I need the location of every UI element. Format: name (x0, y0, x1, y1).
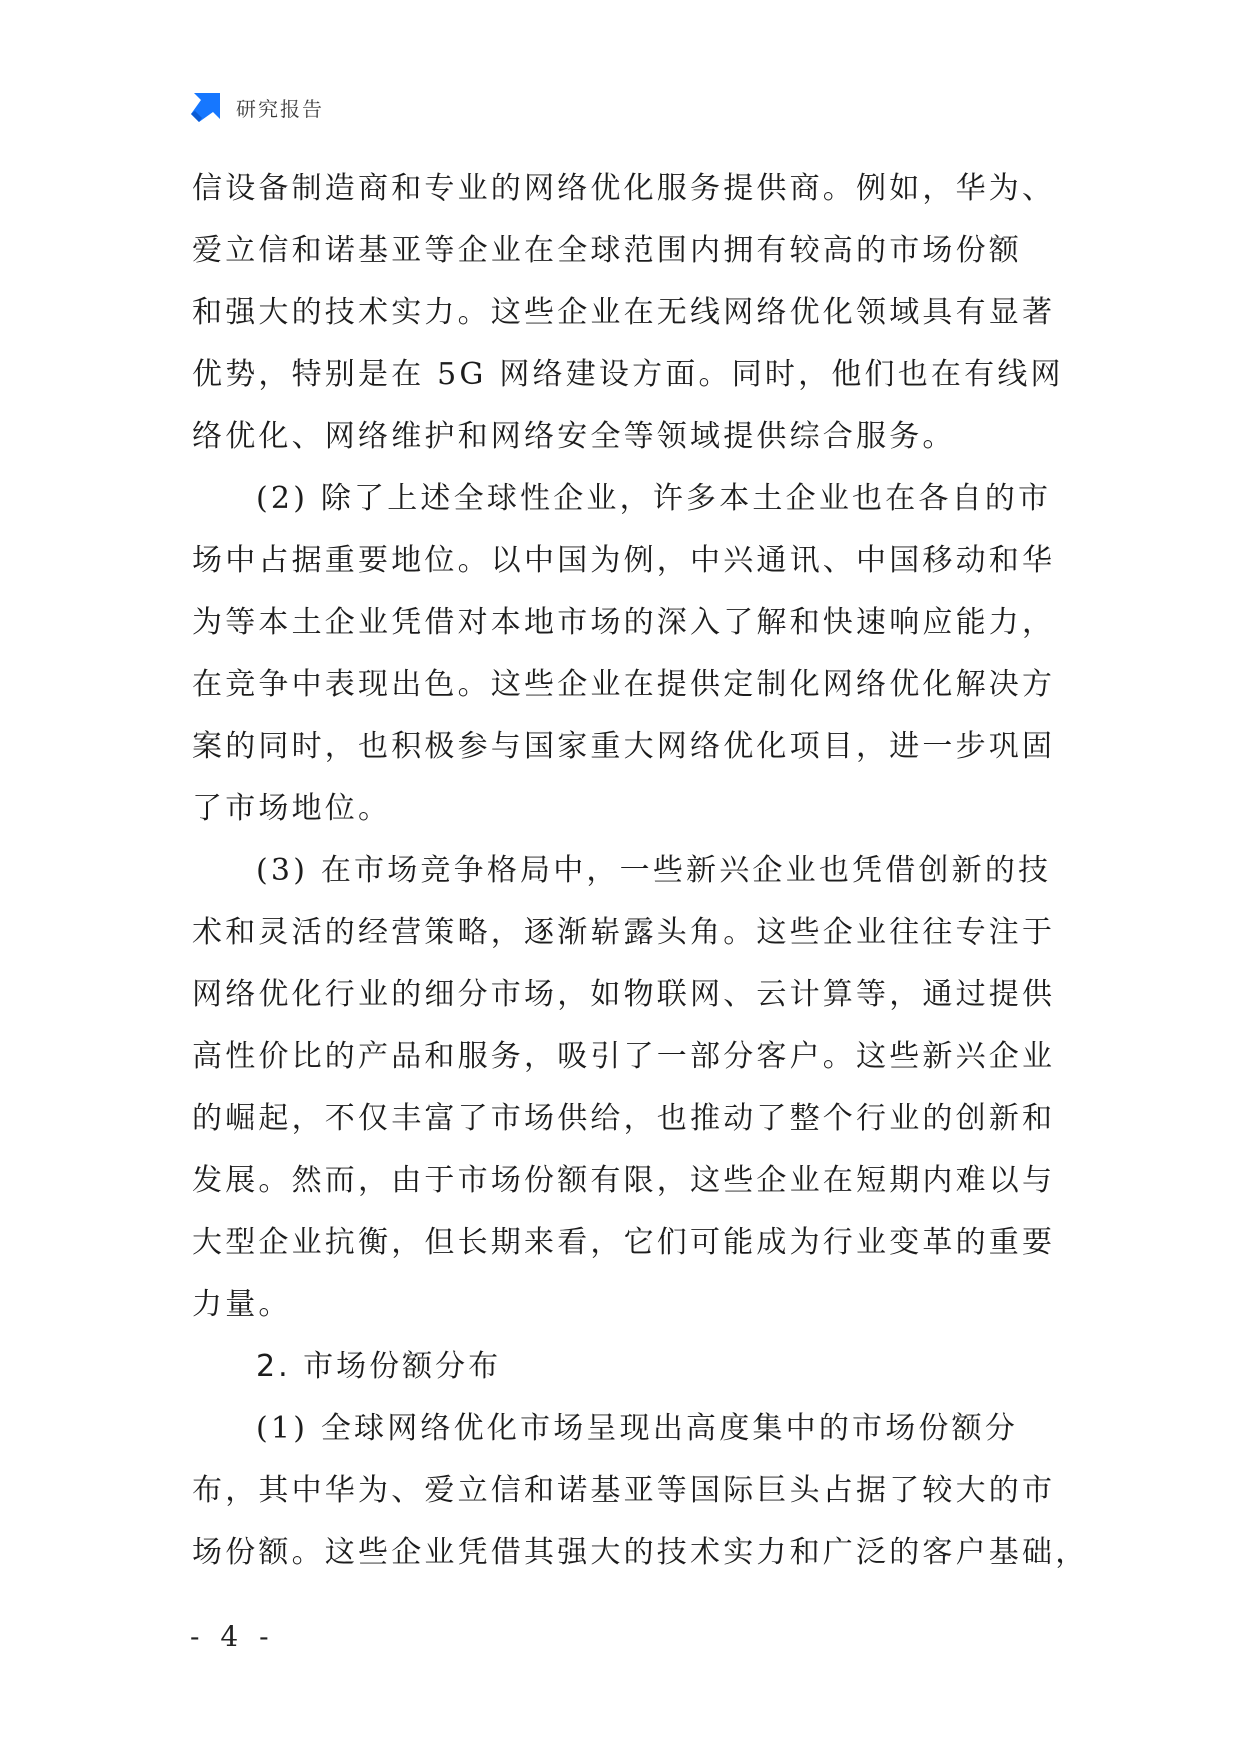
text-line: (3) 在市场竞争格局中，一些新兴企业也凭借创新的技 (256, 853, 1052, 888)
text-line: 在竞争中表现出色。这些企业在提供定制化网络优化解决方 (192, 667, 1056, 702)
text-line: 爱立信和诺基亚等企业在全球范围内拥有较高的市场份额 (192, 233, 1022, 268)
text-line: 发展。然而，由于市场份额有限，这些企业在短期内难以与 (192, 1163, 1056, 1198)
header-title: 研究报告 (236, 96, 324, 121)
text-line: 信设备制造商和专业的网络优化服务提供商。例如，华为、 (192, 171, 1056, 206)
text-line: 力量。 (192, 1287, 292, 1322)
text-line: 的崛起，不仅丰富了市场供给，也推动了整个行业的创新和 (192, 1101, 1056, 1136)
document-body (192, 158, 1089, 1584)
report-header (190, 90, 324, 124)
text-line: 和强大的技术实力。这些企业在无线网络优化领域具有显著 (192, 295, 1056, 330)
text-line: 为等本土企业凭借对本地市场的深入了解和快速响应能力， (192, 605, 1056, 640)
page-number: - 4 - (190, 1620, 275, 1653)
text-line: 案的同时，也积极参与国家重大网络优化项目，进一步巩固 (192, 729, 1056, 764)
text-line: 场份额。这些企业凭借其强大的技术实力和广泛的客户基础， (192, 1535, 1089, 1570)
text-line: 大型企业抗衡，但长期来看，它们可能成为行业变革的重要 (192, 1225, 1056, 1260)
section-heading: 2. 市场份额分布 (256, 1349, 502, 1384)
text-line: (2) 除了上述全球性企业，许多本土企业也在各自的市 (256, 481, 1052, 516)
text-line: 术和灵活的经营策略，逐渐崭露头角。这些企业往往专注于 (192, 915, 1056, 950)
text-line: 了市场地位。 (192, 791, 392, 826)
text-line: 布，其中华为、爱立信和诺基亚等国际巨头占据了较大的市 (192, 1473, 1056, 1508)
text-line: 场中占据重要地位。以中国为例，中兴通讯、中国移动和华 (192, 543, 1056, 578)
text-line: 高性价比的产品和服务，吸引了一部分客户。这些新兴企业 (192, 1039, 1056, 1074)
arrow-up-right-icon (190, 91, 222, 123)
text-line: 优势，特别是在 5G 网络建设方面。同时，他们也在有线网 (192, 357, 1064, 392)
text-line: (1) 全球网络优化市场呈现出高度集中的市场份额分 (256, 1411, 1019, 1446)
text-line: 络优化、网络维护和网络安全等领域提供综合服务。 (192, 419, 956, 454)
text-line: 网络优化行业的细分市场，如物联网、云计算等，通过提供 (192, 977, 1056, 1012)
